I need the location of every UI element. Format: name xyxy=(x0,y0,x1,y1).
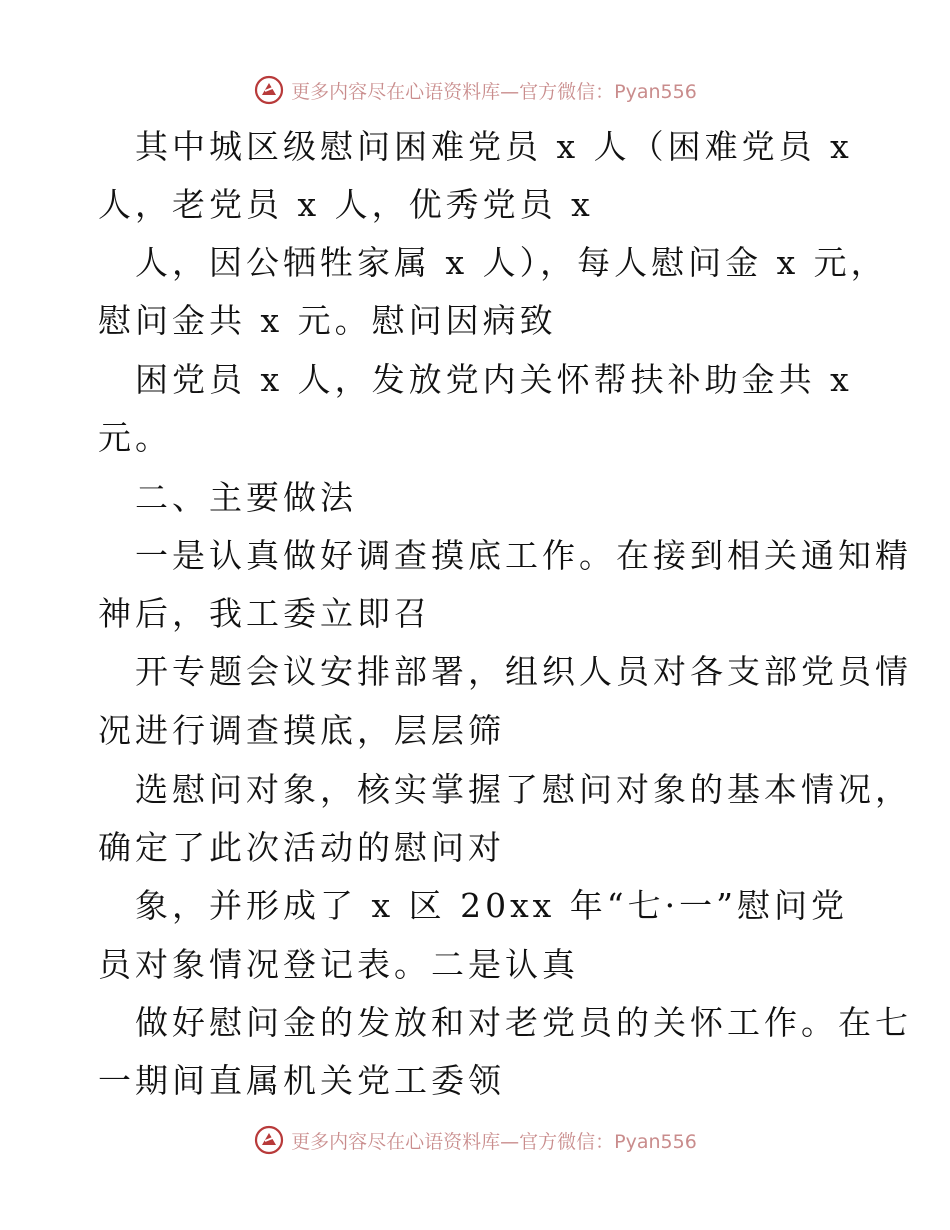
logo-icon xyxy=(253,1124,285,1156)
body-line-3: 人，因公牺牲家属 x 人），每人慰问金 x 元， xyxy=(135,243,888,282)
body-line-1: 其中城区级慰问困难党员 x 人（困难党员 x xyxy=(135,127,853,166)
body-line-8: 一是认真做好调查摸底工作。在接到相关通知精 xyxy=(135,536,912,575)
body-line-11: 况进行调查摸底，层层筛 xyxy=(98,711,505,750)
body-line-4: 慰问金共 x 元。慰问因病致 xyxy=(98,301,557,340)
logo-icon xyxy=(253,74,285,106)
body-line-10: 开专题会议安排部署，组织人员对各支部党员情 xyxy=(135,652,912,691)
body-line-9: 神后，我工委立即召 xyxy=(98,594,431,633)
body-line-12: 选慰问对象，核实掌握了慰问对象的基本情况， xyxy=(135,770,912,809)
body-line-16: 做好慰问金的发放和对老党员的关怀工作。在七 xyxy=(135,1003,912,1042)
section-heading: 二、主要做法 xyxy=(135,478,357,517)
body-line-15: 员对象情况登记表。二是认真 xyxy=(98,945,579,984)
footer-watermark xyxy=(0,1120,950,1160)
body-line-6: 元。 xyxy=(98,418,172,457)
header-watermark xyxy=(0,70,950,110)
body-line-14: 象，并形成了 x 区 20xx 年“七·一”慰问党 xyxy=(135,886,849,925)
body-line-17: 一期间直属机关党工委领 xyxy=(98,1061,505,1100)
body-line-2: 人，老党员 x 人，优秀党员 x xyxy=(98,185,594,224)
watermark-text: 更多内容尽在心语资料库—官方微信：Pyan556 xyxy=(291,80,697,103)
watermark-text: 更多内容尽在心语资料库—官方微信：Pyan556 xyxy=(291,1130,697,1153)
body-line-5: 困党员 x 人，发放党内关怀帮扶补助金共 x xyxy=(135,360,853,399)
body-line-13: 确定了此次活动的慰问对 xyxy=(98,828,505,867)
